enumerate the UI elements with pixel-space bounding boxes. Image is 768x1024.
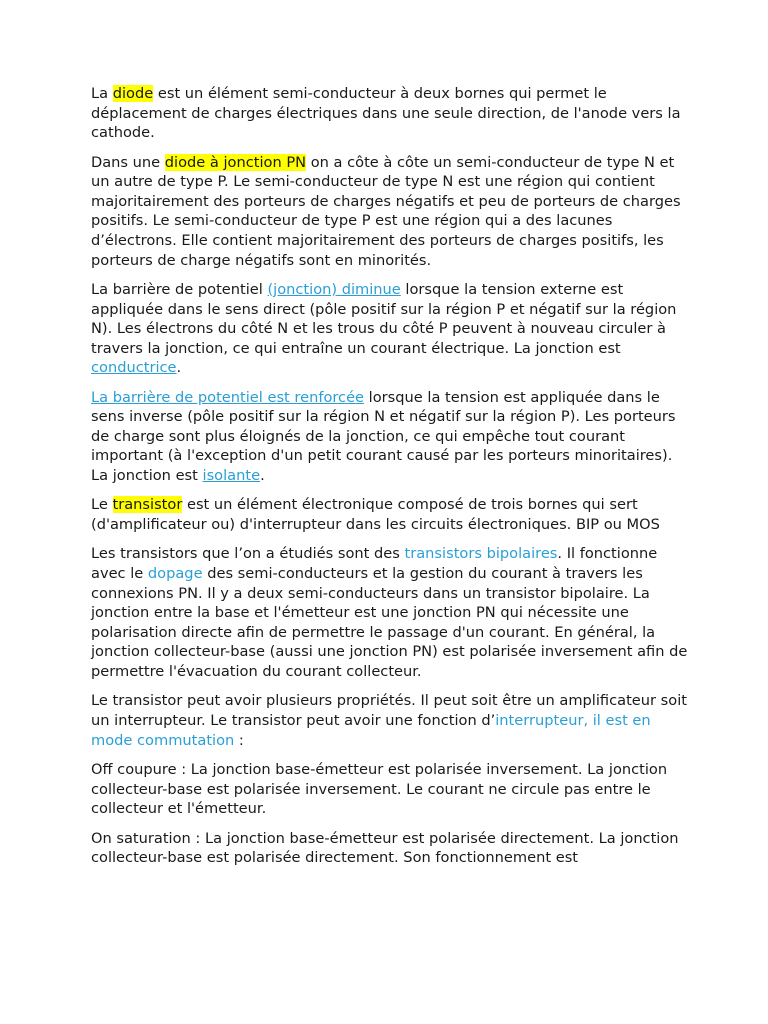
- paragraph-text: La: [91, 85, 113, 102]
- paragraph-text: On saturation : La jonction base-émetteur est polarisée directement. La jonction collecteur-base est polarisée directement. Son fonctionnement est: [91, 829, 679, 867]
- paragraph: [91, 760, 691, 819]
- paragraph-text: des semi-conducteurs et la gestion du courant à travers les connexions PN. Il y a deux semi-conducteurs dans un transistor bipolaire. La jonction entre la base et l'émetteur est une jonction PN qui nécessite une polarisation directe afin de permettre le passage d'un courant. En général, la jonction collecteur-base (aussi une jonction PN) est polarisée inversement afin de permettre l'évacuation du courant collecteur.: [91, 565, 688, 681]
- hyperlink[interactable]: La barrière de potentiel est renforcée: [91, 388, 365, 406]
- paragraph-text: on a côte à côte un semi-conducteur de type N et un autre de type P. Le semi-conducteur de type N est une région qui contient majoritairement des porteurs de charges négatifs et peu de porteurs de charges positifs. Le semi-conducteur de type P est une région qui a des lacunes d’électrons. Elle contient majoritairement des porteurs de charges positifs, les porteurs de charge négatifs sont en minorités.: [91, 153, 681, 269]
- paragraph-text: lorsque la tension externe est appliquée dans le sens direct (pôle positif sur la région P et négatif sur la région N). Les électrons du côté N et les trous du côté P peuvent à nouveau circuler à travers la jonction, ce qui entraîne un courant électrique. La jonction est: [91, 280, 677, 357]
- hyperlink[interactable]: isolante: [202, 467, 261, 485]
- paragraph: [91, 84, 691, 143]
- hyperlink[interactable]: (jonction) diminue: [267, 280, 401, 298]
- hyperlink[interactable]: transistors bipolaires: [404, 545, 558, 563]
- hyperlink[interactable]: conductrice: [91, 359, 177, 377]
- paragraph-text: . Il fonctionne avec le: [91, 545, 658, 583]
- hyperlink[interactable]: dopage: [147, 565, 203, 583]
- highlighted-term: diode à jonction PN: [164, 153, 307, 171]
- paragraph-text: .: [260, 467, 265, 485]
- paragraph: [91, 280, 691, 378]
- highlighted-term: diode: [112, 85, 154, 102]
- paragraph-text: Le transistor peut avoir plusieurs propriétés. Il peut soit être un amplificateur soit un interrupteur. Le transistor peut avoir une fonction d’: [91, 692, 687, 729]
- hyperlink[interactable]: interrupteur, il est en mode commutation: [91, 712, 651, 749]
- paragraph: [91, 495, 691, 534]
- paragraph-text: Le: [91, 496, 113, 514]
- paragraph: [91, 544, 691, 681]
- document-body: [91, 84, 691, 878]
- paragraph: [91, 829, 691, 868]
- paragraph: [91, 153, 691, 271]
- paragraph: [91, 388, 691, 486]
- paragraph-text: est un élément semi-conducteur à deux bornes qui permet le déplacement de charges électriques dans une seule direction, de l'anode vers la cathode.: [91, 85, 681, 142]
- paragraph-text: lorsque la tension est appliquée dans le sens inverse (pôle positif sur la région N et négatif sur la région P). Les porteurs de charge sont plus éloignés de la jonction, ce qui empêche tout courant important (à l'exception d'un petit courant causé par les porteurs minoritaires). La jonction est: [91, 388, 676, 485]
- paragraph-text: Off coupure : La jonction base-émetteur est polarisée inversement. La jonction collecteur-base est polarisée inversement. Le courant ne circule pas entre le collecteur et l'émetteur.: [91, 760, 668, 818]
- paragraph: [91, 691, 691, 750]
- paragraph-text: .: [176, 359, 182, 377]
- paragraph-text: La barrière de potentiel: [91, 280, 268, 298]
- highlighted-term: transistor: [112, 496, 183, 514]
- paragraph-text: est un élément électronique composé de trois bornes qui sert (d'amplificateur ou) d'interrupteur dans les circuits électroniques. BIP ou MOS: [91, 496, 660, 534]
- paragraph-text: :: [234, 731, 244, 749]
- paragraph-text: Les transistors que l’on a étudiés sont des: [91, 545, 405, 563]
- paragraph-text: Dans une: [91, 153, 165, 171]
